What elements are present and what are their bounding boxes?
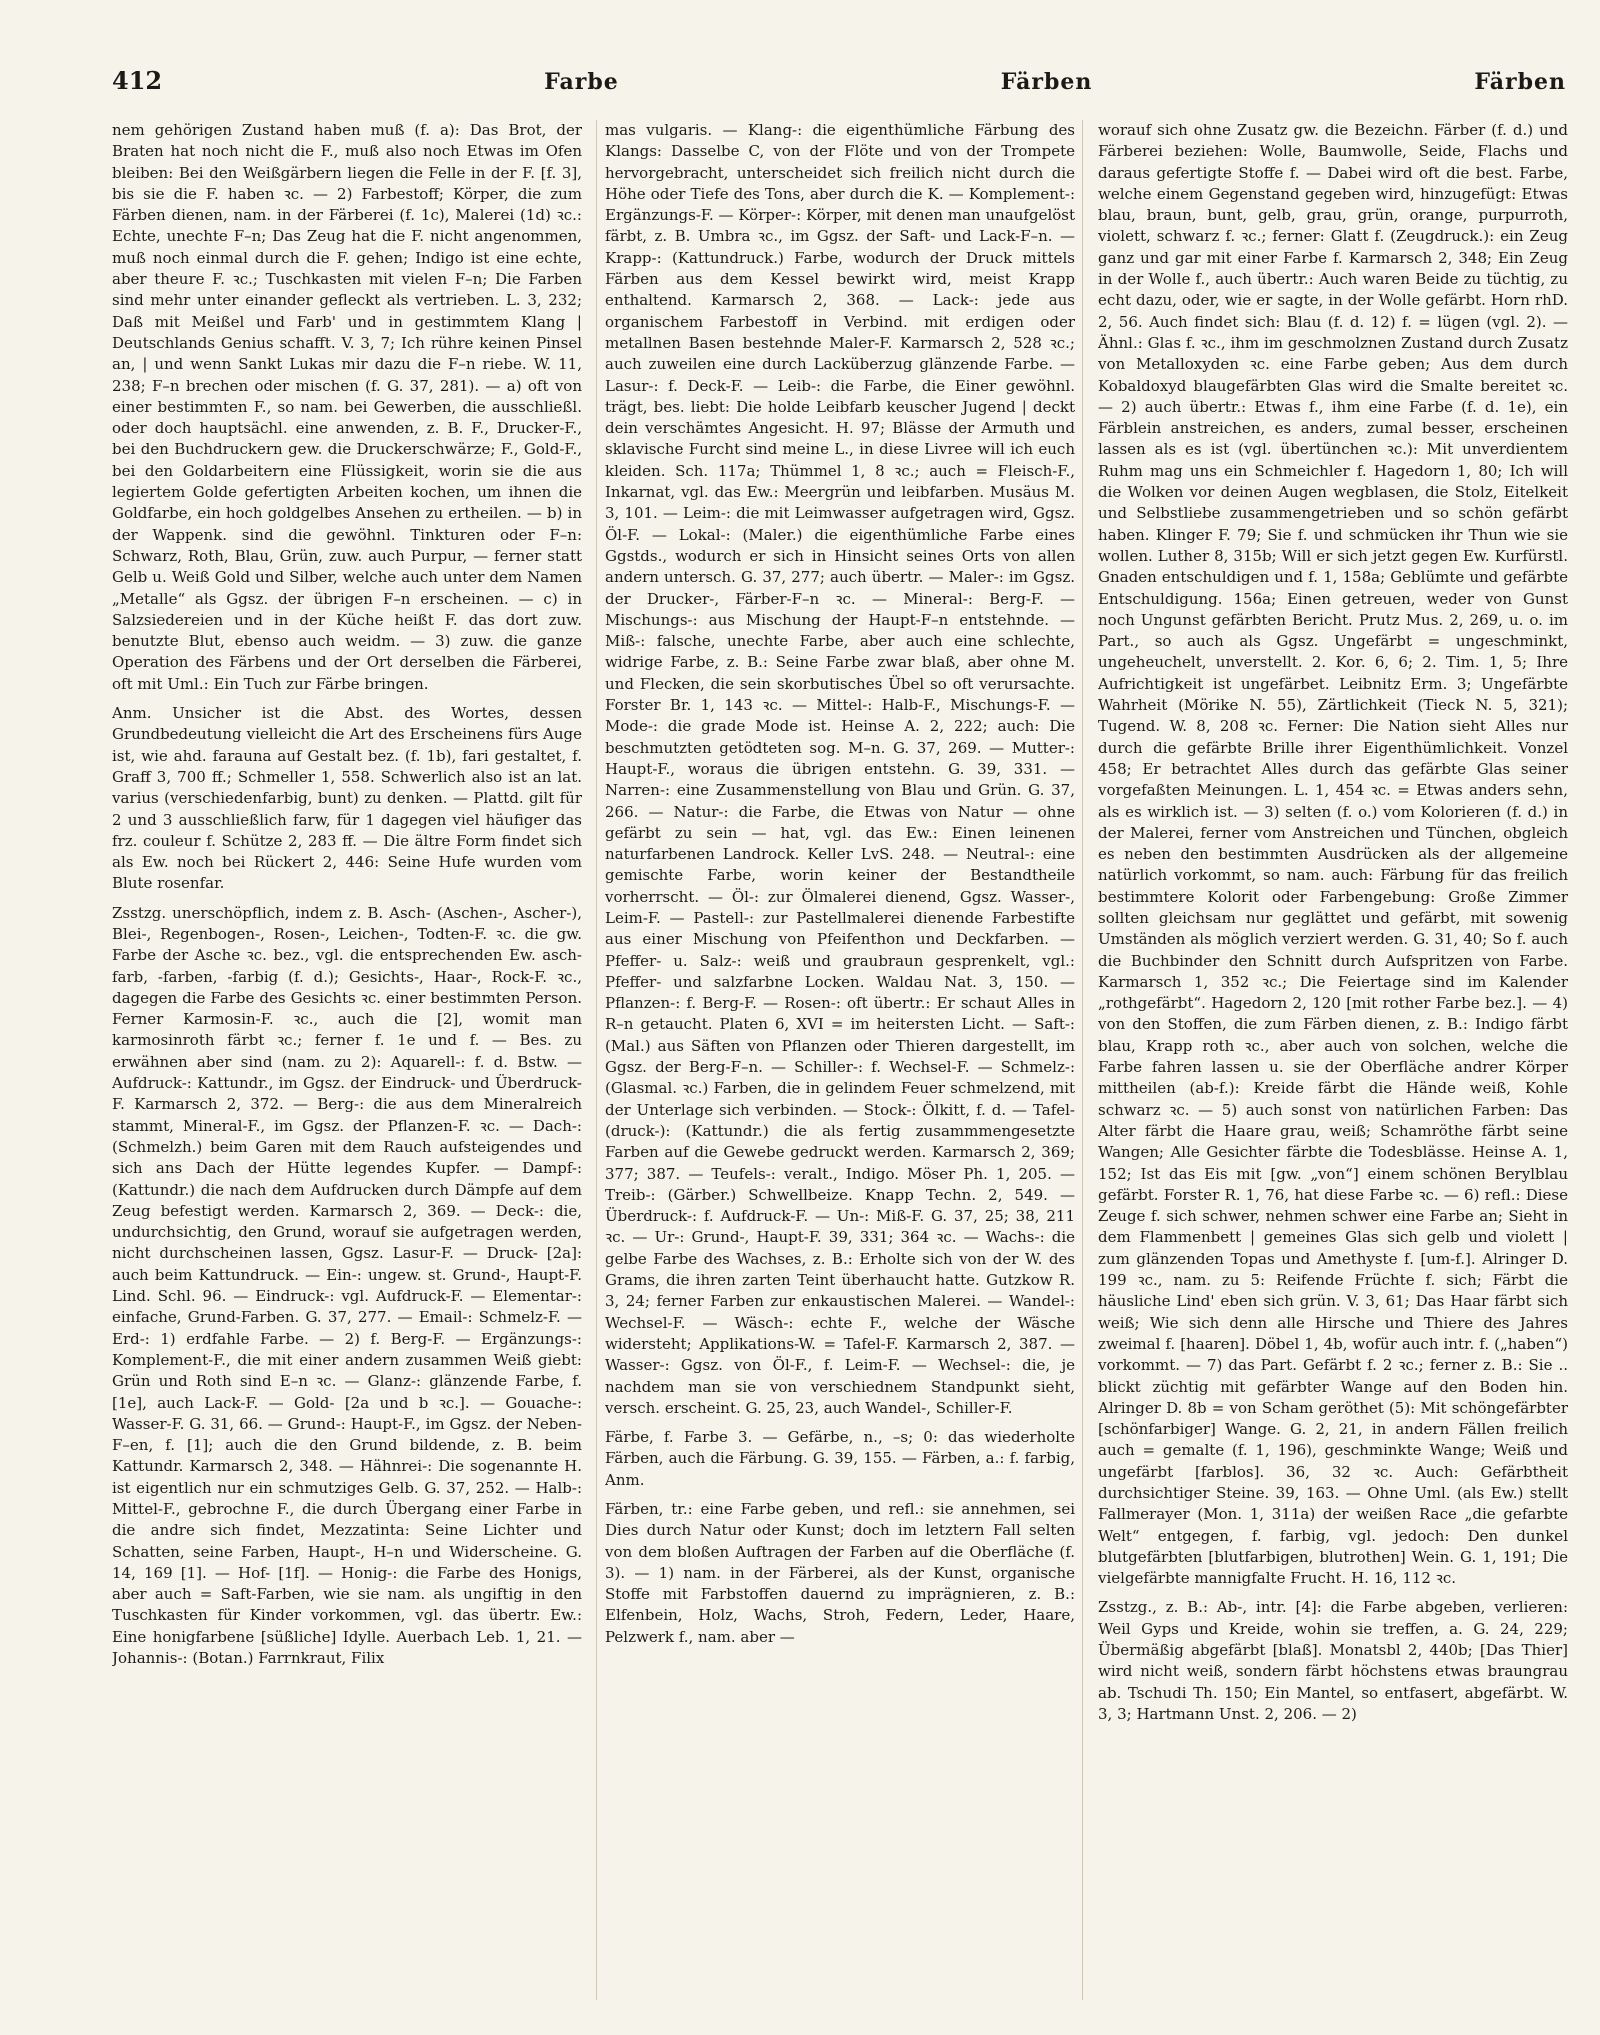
paragraph: Färben, tr.: eine Farbe geben, und refl.: sie annehmen, sei Dies durch Natur oder Kunst; doch im letztern Fall selten von dem bloßen Auftragen der Farben auf die Oberfläche (f. 3). — 1) nam. in der Färberei, als der Kunst, organische Stoffe mit Farbstoffen dauernd zu imprägnieren, z. B.: Elfenbein, Holz, Wachs, Stroh, Federn, Leder, Haare, Pelzwerk f., nam. aber — [605,1500,1075,1646]
paragraph: Zsstzg. unerschöpflich, indem z. B. Asch- (Aschen-, Ascher-), Blei-, Regenbogen-, Rosen-, Leichen-, Todten-F. ꝛc. die gw. Farbe der Asche ꝛc. bez., vgl. die entsprechenden Ew. asch-farb, -farben, -farbig (f. d.); Gesichts-, Haar-, Rock-F. ꝛc., dagegen die Farbe des Gesichts ꝛc. einer bestimmten Person. Ferner Karmosin-F. ꝛc., auch die [2], womit man karmosinroth färbt ꝛc.; ferner f. 1e und f. — Bes. zu erwähnen aber sind (nam. zu 2): Aquarell-: f. d. Bstw. — Aufdruck-: Kattundr., im Ggsz. der Eindruck- und Überdruck-F. Karmarsch 2, 372. — Berg-: die aus dem Mineralreich stammt, Mineral-F., im Ggsz. der Pflanzen-F. ꝛc. — Dach-: (Schmelzh.) beim Garen mit dem Rauch aufsteigendes und sich ans Dach der Hütte legendes Kupfer. — Dampf-: (Kattundr.) die nach dem Aufdrucken durch Dämpfe auf dem Zeug befestigt werden. Karmarsch 2, 369. — Deck-: die, undurchsichtig, den Grund, worauf sie aufgetragen werden, nicht durchscheinen lassen, Ggsz. Lasur-F. — Druck- [2a]: auch beim Kattundruck. — Ein-: ungew. st. Grund-, Haupt-F. Lind. Schl. 96. — Eindruck-: vgl. Aufdruck-F. — Elementar-: einfache, Grund-Farben. G. 37, 277. — Email-: Schmelz-F. — Erd-: 1) erdfahle Farbe. — 2) f. Berg-F. — Ergänzungs-: Komplement-F., die mit einer andern zusammen Weiß giebt: Grün und Roth sind E–n ꝛc. — Glanz-: glänzende Farbe, f. [1e], auch Lack-F. — Gold- [2a und b ꝛc.]. — Gouache-: Wasser-F. G. 31, 66. — Grund-: Haupt-F., im Ggsz. der Neben-F–en, f. [1]; auch die den Grund bildende, z. B. beim Kattundr. Karmarsch 2, 348. — Hähnrei-: Die sogenannte H. ist eigentlich nur ein schmutziges Gelb. G. 37, 252. — Halb-: Mittel-F., gebrochne F., die durch Übergang einer Farbe in die andre sich findet, Mezzatinta: Seine Lichter und Schatten, seine Farben, Haupt-, H–n und Widerscheine. G. 14, 169 [1]. — Hof- [1f]. — Honig-: die Farbe des Honigs, aber auch = Saft-Farben, wie sie nam. als ungiftig in den Tuschkasten für Kinder vorkommen, vgl. das übertr. Ew.: Eine honigfarbene [süßliche] Idylle. Auerbach Leb. 1, 21. — Johannis-: (Botan.) Farrnkraut, Filix [112,903,582,1668]
left-running-head: Farbe [544,69,619,95]
paragraph: worauf sich ohne Zusatz gw. die Bezeichn. Färber (f. d.) und Färberei beziehen: Wolle, Baumwolle, Seide, Flachs und daraus gefertigte Stoffe f. — Dabei wird oft die best. Farbe, welche einem Gegenstand gegeben wird, hinzugefügt: Etwas blau, braun, bunt, gelb, grau, grün, orange, purpurroth, violett, schwarz f. ꝛc.; ferner: Glatt f. (Zeugdruck.): ein Zeug ganz und gar mit einer Farbe f. Karmarsch 2, 348; Ein Zeug in der Wolle f., auch übertr.: Auch waren Beide zu tüchtig, zu echt dazu, oder, wie er sagte, in der Wolle gefärbt. Horn rhD. 2, 56. Auch findet sich: Blau (f. d. 12) f. = lügen (vgl. 2). — Ähnl.: Glas f. ꝛc., ihm im geschmolznen Zustand durch Zusatz von Metalloxyden ꝛc. eine Farbe geben; Aus dem durch Kobaldoxyd blaugefärbten Glas wird die Smalte bereitet ꝛc. — 2) auch übertr.: Etwas f., ihm eine Farbe (f. d. 1e), ein Färblein anstreichen, es anders, zumal besser, erscheinen lassen als es ist (vgl. übertünchen ꝛc.): Mit unverdientem Ruhm mag uns ein Schmeichler f. Hagedorn 1, 80; Ich will die Wolken vor deinen Augen wegblasen, die Stolz, Eitelkeit und Selbstliebe zusammengetrieben und so schön gefärbt haben. Klinger F. 79; Sie f. und schmücken ihr Thun wie sie wollen. Luther 8, 315b; Will er sich jetzt gegen Ew. Kurfürstl. Gnaden entschuldigen und f. 1, 158a; Geblümte und gefärbte Entschuldigung. 156a; Einen getreuen, weder von Gunst noch Ungunst gefärbten Bericht. Prutz Mus. 2, 269, u. o. im Part., so auch als Ggsz. Ungefärbt = ungeschminkt, ungeheuchelt, unverstellt. 2. Kor. 6, 6; 2. Tim. 1, 5; Ihre Aufrichtigkeit ist ungefärbet. Leibnitz Erm. 3; Ungefärbte Wahrheit (Mörike N. 55), Zärtlichkeit (Tieck N. 5, 321); Tugend. W. 8, 208 ꝛc. Ferner: Die Nation sieht Alles nur durch die gefärbte Brille ihrer Eigenthümlichkeit. Vonzel 458; Er betrachtet Alles durch das gefärbte Glas seiner vorgefaßten Meinungen. L. 1, 454 ꝛc. = Etwas anders sehn, als es wirklich ist. — 3) selten (f. o.) vom Kolorieren (f. d.) in der Malerei, ferner vom Anstreichen und Tünchen, obgleich es neben den bestimmten Ausdrücken als der allgemeine natürlich vorkommt, so nam. auch: Färbung für das freilich bestimmtere Kolorit oder Farbengebung: Große Zimmer sollten gleichsam nur geglättet und gefärbt, mit sowenig Umständen als möglich verziert werden. G. 31, 40; So f. auch die Buchbinder den Schnitt durch Aufspritzen von Farbe. Karmarsch 1, 352 ꝛc.; Die Feiertage sind im Kalender „rothgefärbt“. Hagedorn 2, 120 [mit rother Farbe bez.]. — 4) von den Stoffen, die zum Färben dienen, z. B.: Indigo färbt blau, Krapp roth ꝛc., aber auch von solchen, welche die Farbe fahren lassen u. sie der Oberfläche andrer Körper mittheilen (ab-f.): Kreide färbt die Hände weiß, Kohle schwarz ꝛc. — 5) auch sonst von natürlichen Farben: Das Alter färbt die Haare grau, weiß; Schamröthe färbt seine Wangen; Alle Gesichter färbte die Todesblässe. Heinse A. 1, 152; Ist das Eis mit [gw. „von“] einem schönen Berylblau gefärbt. Forster R. 1, 76, hat diese Farbe ꝛc. — 6) refl.: Diese Zeuge f. sich schwer, nehmen schwer eine Farbe an; Sieht in dem Flammenbett | gemeines Glas sich gelb und violett | zum glänzenden Topas und Amethyste f. [um-f.]. Alringer D. 199 ꝛc., nam. zu 5: Reifende Früchte f. sich; Färbt die häusliche Lind' eben sich grün. V. 3, 61; Das Haar färbt sich weiß; Wie sich denn alle Hirsche und Thiere des Jahres zweimal f. [haaren]. Döbel 1, 4b, wofür auch intr. f. („haben“) vorkommt. — 7) das Part. Gefärbt f. 2 ꝛc.; ferner z. B.: Sie .. blickt züchtig mit gefärbter Wange auf den Boden hin. Alringer D. 8b = von Scham geröthet (5): Mit schöngefärbter [schönfarbiger] Wange. G. 2, 21, in andern Fällen freilich auch = gemalte (f. 1, 196), geschminkte Wange; Weiß und ungefärbt [farblos]. 36, 32 ꝛc. Auch: Gefärbtheit durchsichtiger Steine. 39, 163. — Ohne Uml. (als Ew.) stellt Fallmerayer (Mon. 1, 311a) der weißen Race „die gefarbte Welt“ entgegen, f. farbig, vgl. jedoch: Den dunkel blutgefärbten [blutfarbigen, blutrothen] Wein. G. 1, 191; Die vielgefärbte mannigfalte Frucht. H. 16, 112 ꝛc. [1098,121,1568,1588]
page-number: 412 [112,66,163,95]
paragraph: Zsstzg., z. B.: Ab-, intr. [4]: die Farbe abgeben, verlieren: Weil Gyps und Kreide, wohin sie treffen, a. G. 24, 229; Übermäßig abgefärbt [blaß]. Monatsbl 2, 440b; [Das Thier] wird nicht weiß, sondern färbt höchstens etwas braungrau ab. Tschudi Th. 150; Ein Mantel, so entfasert, abgefärbt. W. 3, 3; Hartmann Unst. 2, 206. — 2) [1098,1598,1568,1723]
text-columns [112,120,1568,2015]
center-running-head: Färben [1000,69,1093,95]
paragraph-note: Anm. Unsicher ist die Abst. des Wortes, dessen Grundbedeutung vielleicht die Art des Erscheinens fürs Auge ist, wie ahd. farauna auf Gestalt bez. (f. 1b), fari gestaltet, f. Graff 3, 700 ff.; Schmeller 1, 558. Schwerlich also ist an lat. varius (verschiedenfarbig, bunt) zu denken. — Plattd. gilt für 2 und 3 ausschließlich farw, für 1 dagegen viel häufiger das frz. couleur f. Schütze 2, 283 ff. — Die ältre Form findet sich als Ew. noch bei Rückert 2, 446: Seine Hufe wurden vom Blute rosenfar. [112,704,582,893]
paragraph: Färbe, f. Farbe 3. — Gefärbe, n., –s; 0: das wiederholte Färben, auch die Färbung. G. 39, 155. — Färben, a.: f. farbig, Anm. [605,1428,1075,1489]
right-running-head: Färben [1474,69,1566,95]
column-right [1098,120,1568,2015]
paragraph: nem gehörigen Zustand haben muß (f. a): Das Brot, der Braten hat noch nicht die F., muß also noch Etwas im Ofen bleiben: Bei den Weißgärbern liegen die Felle in der F. [f. 3], bis sie die F. haben ꝛc. — 2) Farbestoff; Körper, die zum Färben dienen, nam. in der Färberei (f. 1c), Malerei (1d) ꝛc.: Echte, unechte F–n; Das Zeug hat die F. nicht angenommen, muß noch einmal durch die F. gehen; Indigo ist eine echte, aber theure F. ꝛc.; Tuschkasten mit vielen F–n; Die Farben sind mehr unter einander gefleckt als vertrieben. L. 3, 232; Daß mit Meißel und Farb' und in gestimmtem Klang | Deutschlands Genius schafft. V. 3, 7; Ich rühre keinen Pinsel an, | und wenn Sankt Lukas mir dazu die F–n riebe. W. 11, 238; F–n brechen oder mischen (f. G. 37, 281). — a) oft von einer bestimmten F., so nam. bei Gewerben, die ausschließl. oder doch hauptsächl. eine anwenden, z. B. F., Drucker-F., bei den Buchdruckern gew. die Druckerschwärze; F., Gold-F., bei den Goldarbeitern eine Flüssigkeit, worin sie die aus legiertem Golde gefertigten Arbeiten kochen, um ihnen die Goldfarbe, ein hoch goldgelbes Ansehen zu ertheilen. — b) in der Wappenk. sind die gewöhnl. Tinkturen oder F–n: Schwarz, Roth, Blau, Grün, zuw. auch Purpur, — ferner statt Gelb u. Weiß Gold und Silber, welche auch unter dem Namen „Metalle“ als Ggsz. der übrigen F–n erscheinen. — c) in Salzsiedereien und in der Küche heißt F. das dort zuw. benutzte Blut, ebenso auch weidm. — 3) zuw. die ganze Operation des Färbens und der Ort derselben die Färberei, oft mit Uml.: Ein Tuch zur Färbe bringen. [112,121,582,693]
paragraph: mas vulgaris. — Klang-: die eigenthümliche Färbung des Klangs: Dasselbe C, von der Flöte und von der Trompete hervorgebracht, unterscheidet sich freilich nicht durch die Höhe oder Tiefe des Tons, aber durch die K. — Komplement-: Ergänzungs-F. — Körper-: Körper, mit denen man unaufgelöst färbt, z. B. Umbra ꝛc., im Ggsz. der Saft- und Lack-F–n. — Krapp-: (Kattundruck.) Farbe, wodurch der Druck mittels Färben aus dem Kessel bewirkt wird, meist Krapp enthaltend. Karmarsch 2, 368. — Lack-: jede aus organischem Farbestoff in Verbind. mit erdigen oder metallnen Basen bestehnde Maler-F. Karmarsch 2, 528 ꝛc.; auch zuweilen eine durch Lacküberzug glänzende Farbe. — Lasur-: f. Deck-F. — Leib-: die Farbe, die Einer gewöhnl. trägt, bes. liebt: Die holde Leibfarb keuscher Jugend | deckt dein verschämtes Angesicht. H. 97; Blässe der Armuth und sklavische Furcht sind meine L., in diese Livree will ich euch kleiden. Sch. 117a; Thümmel 1, 8 ꝛc.; auch = Fleisch-F., Inkarnat, vgl. das Ew.: Meergrün und leibfarben. Musäus M. 3, 101. — Leim-: die mit Leimwasser aufgetragen wird, Ggsz. Öl-F. — Lokal-: (Maler.) die eigenthümliche Farbe eines Ggstds., wodurch er sich in Hinsicht seines Orts von allen andern untersch. G. 37, 277; auch übertr. — Maler-: im Ggsz. der Drucker-, Färber-F–n ꝛc. — Mineral-: Berg-F. — Mischungs-: aus Mischung der Haupt-F–n entstehnde. — Miß-: falsche, unechte Farbe, aber auch eine schlechte, widrige Farbe, z. B.: Seine Farbe zwar blaß, aber ohne M. und Flecken, die sein skorbutisches Übel so oft verursachte. Forster Br. 1, 143 ꝛc. — Mittel-: Halb-F., Mischungs-F. — Mode-: die grade Mode ist. Heinse A. 2, 222; auch: Die beschmutzten getödteten sog. M–n. G. 37, 269. — Mutter-: Haupt-F., woraus die übrigen entstehn. G. 39, 331. — Narren-: eine Zusammenstellung von Blau und Grün. G. 37, 266. — Natur-: die Farbe, die Etwas von Natur — ohne gefärbt zu sein — hat, vgl. das Ew.: Einen leinenen naturfarbenen Landrock. Keller LvS. 248. — Neutral-: eine gemischte Farbe, worin keiner der Bestandtheile vorherrscht. — Öl-: zur Ölmalerei dienend, Ggsz. Wasser-, Leim-F. — Pastell-: zur Pastellmalerei dienende Farbestifte aus einer Mischung von Pfeifenthon und Deckfarben. — Pfeffer- u. Salz-: weiß und graubraun gesprenkelt, vgl.: Pfeffer- und salzfarbne Locken. Waldau Nat. 3, 150. — Pflanzen-: f. Berg-F. — Rosen-: oft übertr.: Er schaut Alles in R–n getaucht. Platen 6, XVI = im heitersten Licht. — Saft-: (Mal.) aus Säften von Pflanzen oder Thieren dargestellt, im Ggsz. der Berg-F–n. — Schiller-: f. Wechsel-F. — Schmelz-: (Glasmal. ꝛc.) Farben, die in gelindem Feuer schmelzend, mit der Unterlage sich verbinden. — Stock-: Ölkitt, f. d. — Tafel- (druck-): (Kattundr.) die als fertig zusammmengesetzte Farben auf die Gewebe gedruckt werden. Karmarsch 2, 369; 377; 387. — Teufels-: veralt., Indigo. Möser Ph. 1, 205. — Treib-: (Gärber.) Schwellbeize. Knapp Techn. 2, 549. — Überdruck-: f. Aufdruck-F. — Un-: Miß-F. G. 37, 25; 38, 211 ꝛc. — Ur-: Grund-, Haupt-F. 39, 331; 364 ꝛc. — Wachs-: die gelbe Farbe des Wachses, z. B.: Erholte sich von der W. des Grams, die ihren zarten Teint überhaucht hatte. Gutzkow R. 3, 24; ferner Farben zur enkaustischen Malerei. — Wandel-: Wechsel-F. — Wäsch-: echte F., welche der Wäsche widersteht; Applikations-W. = Tafel-F. Karmarsch 2, 387. — Wasser-: Ggsz. von Öl-F., f. Leim-F. — Wechsel-: die, je nachdem man sie von verschiednem Standpunkt sieht, versch. erscheint. G. 25, 23, auch Wandel-, Schiller-F. [605,121,1075,1417]
column-middle [605,120,1075,2015]
page-header [112,66,1566,110]
column-left [112,120,582,2015]
